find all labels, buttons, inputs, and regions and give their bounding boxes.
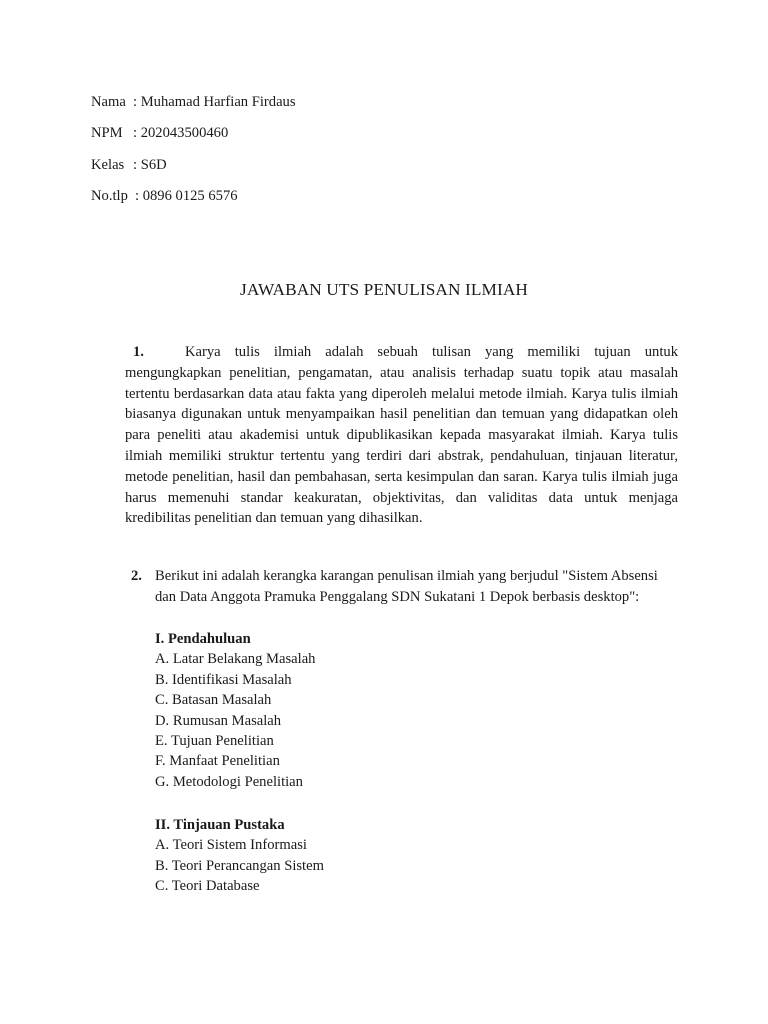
student-info bbox=[91, 92, 296, 217]
outline-item: C. Teori Database bbox=[155, 878, 260, 895]
outline-item: A. Latar Belakang Masalah bbox=[155, 651, 316, 668]
info-row-phone bbox=[91, 186, 296, 217]
info-label: Nama bbox=[91, 94, 126, 110]
section-heading: I. Pendahuluan bbox=[155, 631, 251, 647]
outline-item: D. Rumusan Masalah bbox=[155, 712, 282, 729]
outline-section-2 bbox=[155, 815, 324, 897]
answer-1-paragraph bbox=[125, 342, 678, 529]
outline-section-1 bbox=[155, 629, 315, 792]
outline-item: C. Batasan Masalah bbox=[155, 692, 272, 709]
outline-item: A. Teori Sistem Informasi bbox=[155, 837, 307, 854]
answer-text: Karya tulis ilmiah adalah sebuah tulisan yang memiliki tujuan untuk mengungkapkan penelitian, pengamatan, atau analisis terhadap suatu topik atau masalah tertentu berdasarkan data atau fakta yang diperoleh melalui metode ilmiah. Karya tulis ilmiah biasanya digunakan untuk menyampaikan hasil penelitian dan temuan yang didapatkan oleh para peneliti atau akademisi untuk dipublikasikan kepada masyarakat ilmiah. Karya tulis ilmiah memiliki struktur tertentu yang terdiri dari abstrak, pendahuluan, tinjauan literatur, metode penelitian, hasil dan pembahasan, serta kesimpulan dan saran. Karya tulis ilmiah juga harus memenuhi standar keakuratan, objektivitas, dan validitas data untuk menjaga kredibilitas penelitian dan temuan yang dihasilkan. bbox=[125, 344, 678, 527]
outline-item: F. Manfaat Penelitian bbox=[155, 753, 280, 770]
info-row-name bbox=[91, 92, 296, 123]
answer-number: 1. bbox=[133, 344, 144, 360]
outline-item: E. Tujuan Penelitian bbox=[155, 732, 274, 749]
outline-item: G. Metodologi Penelitian bbox=[155, 773, 303, 790]
outline-item: B. Identifikasi Masalah bbox=[155, 671, 292, 688]
answer-intro: Berikut ini adalah kerangka karangan penulisan ilmiah yang berjudul "Sistem Absensi dan Data Anggota Pramuka Penggalang SDN Sukatani 1 Depok berbasis desktop": bbox=[155, 568, 658, 605]
info-label: Kelas bbox=[91, 156, 125, 173]
info-value: : 202043500460 bbox=[133, 125, 229, 142]
info-value: : Muhamad Harfian Firdaus bbox=[133, 94, 296, 110]
section-heading: II. Tinjauan Pustaka bbox=[155, 817, 285, 833]
info-label: NPM bbox=[91, 125, 123, 142]
answer-number: 2. bbox=[131, 568, 142, 584]
page-title: JAWABAN UTS PENULISAN ILMIAH bbox=[240, 280, 528, 299]
info-value: : S6D bbox=[133, 156, 167, 173]
info-value: : 0896 0125 6576 bbox=[135, 187, 238, 204]
info-row-class bbox=[91, 155, 296, 186]
info-label: No.tlp bbox=[91, 187, 128, 204]
info-row-npm bbox=[91, 123, 296, 154]
outline-item: B. Teori Perancangan Sistem bbox=[155, 857, 324, 874]
